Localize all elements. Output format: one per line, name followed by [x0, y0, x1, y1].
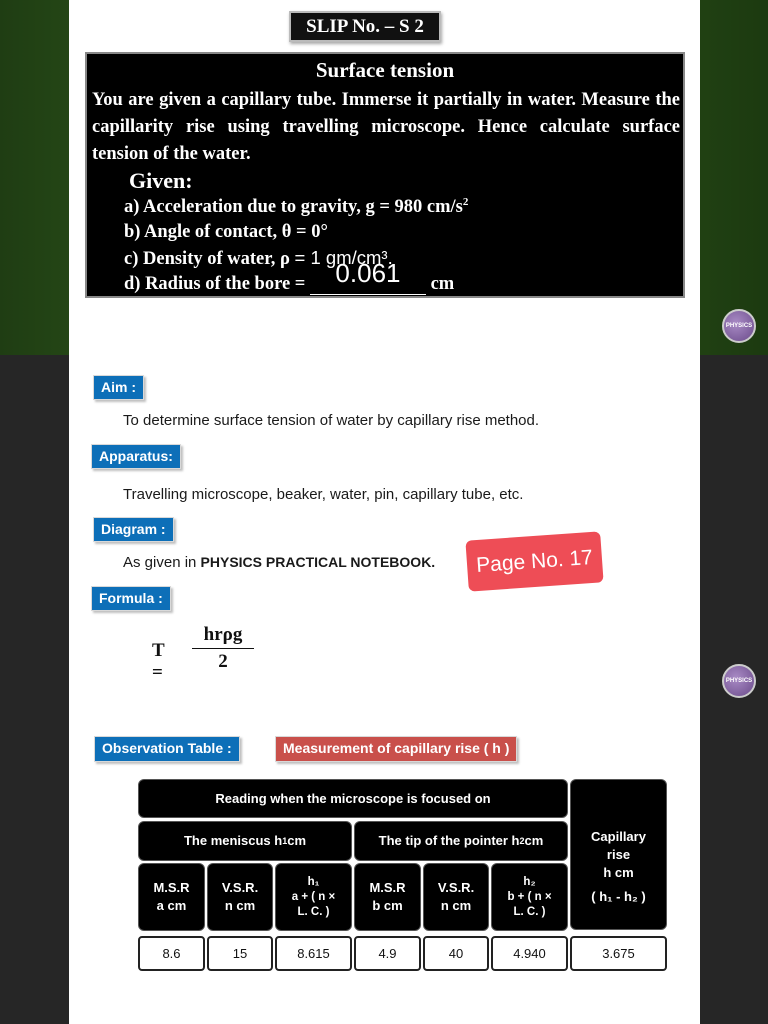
col-h1: h₁ a + ( n × L. C. )	[275, 863, 352, 931]
table-cell: 4.940	[491, 936, 568, 971]
table-cell: 4.9	[354, 936, 421, 971]
table-cell: 8.615	[275, 936, 352, 971]
col-vsr-n2: V.S.R. n cm	[423, 863, 489, 931]
page-number-button[interactable]: Page No. 17	[465, 531, 603, 591]
aim-text: To determine surface tension of water by capillary rise method.	[123, 412, 540, 429]
diagram-label: Diagram :	[93, 517, 174, 542]
given-item-radius: d) Radius of the bore = 0.061 cm	[124, 258, 455, 294]
given-label: Given:	[129, 168, 193, 193]
given-item-angle: b) Angle of contact, θ = 0°	[124, 222, 328, 242]
col-msr-b: M.S.R b cm	[354, 863, 421, 931]
table-cell: 3.675	[570, 936, 667, 971]
physics-logo-badge: PHYSICS	[722, 664, 756, 698]
apparatus-label: Apparatus:	[91, 444, 181, 469]
formula-label: Formula :	[91, 586, 171, 611]
formula-denominator: 2	[218, 651, 228, 672]
physics-logo-badge: PHYSICS	[722, 309, 756, 343]
observation-label: Observation Table :	[94, 736, 240, 762]
formula-numerator: hrρg	[192, 624, 254, 649]
task-box	[85, 52, 685, 298]
table-header-reading: Reading when the microscope is focused on	[138, 779, 568, 818]
apparatus-text: Travelling microscope, beaker, water, pin, capillary tube, etc.	[123, 486, 524, 503]
table-header-meniscus: The meniscus h 1 cm	[138, 821, 352, 861]
slip-number: SLIP No. – S 2	[289, 11, 441, 42]
task-title: Surface tension	[315, 58, 455, 82]
given-item-density: c) Density of water, ρ = 1 gm/cm³.	[124, 247, 393, 269]
radius-blank: 0.061	[310, 273, 426, 295]
col-vsr-n1: V.S.R. n cm	[207, 863, 273, 931]
col-msr-a: M.S.R a cm	[138, 863, 205, 931]
col-h-difference: ( h₁ - h₂ )	[591, 889, 646, 904]
observation-subtitle: Measurement of capillary rise ( h )	[275, 736, 517, 762]
table-header-capillary: Capillary rise h cm	[570, 779, 667, 930]
task-paragraph: You are given a capillary tube. Immerse it partially in water. Measure the capillarity rise using travelling microscope. Hence calculate surface tension of the water.	[92, 90, 680, 164]
aim-label: Aim :	[93, 375, 144, 400]
col-h2: h₂ b + ( n × L. C. )	[491, 863, 568, 931]
table-cell: 15	[207, 936, 273, 971]
given-item-gravity: a) Acceleration due to gravity, g = 980 $cm/s^2$	[124, 196, 469, 218]
table-cell: 8.6	[138, 936, 205, 971]
diagram-text: As given in PHYSICS PRACTICAL NOTEBOOK.	[123, 554, 436, 571]
table-cell: 40	[423, 936, 489, 971]
table-header-tip: The tip of the pointer h 2 cm	[354, 821, 568, 861]
